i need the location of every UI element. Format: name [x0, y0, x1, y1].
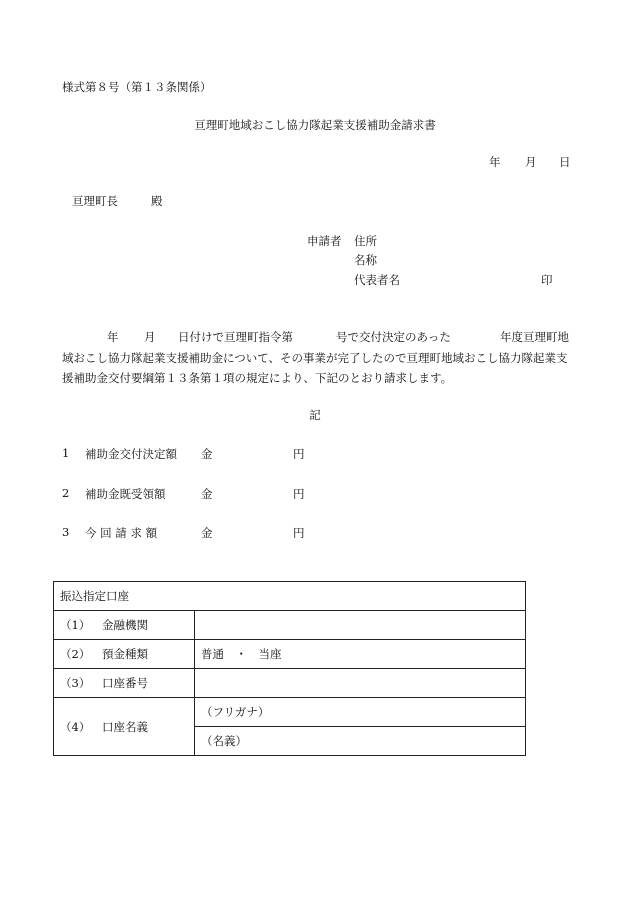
row-number: （3） — [60, 676, 91, 690]
row-label: 金融機関 — [102, 618, 148, 632]
date-day: 日 — [559, 155, 571, 169]
body-part1: 日付けで亘理町指令第 — [178, 330, 293, 344]
bank-table-header: 振込指定口座 — [54, 582, 526, 611]
item-label: 補助金交付決定額 — [85, 447, 177, 461]
item-yen: 円 — [293, 447, 305, 461]
bank-row-label — [54, 611, 195, 640]
body-part2: 号で交付決定のあった — [336, 330, 451, 344]
applicant-rep-label: 代表者名 — [354, 273, 400, 287]
row-number: （1） — [60, 618, 91, 632]
ki-heading: 記 — [309, 408, 321, 422]
date-month: 月 — [525, 155, 537, 169]
item-label: 今 回 請 求 額 — [85, 526, 158, 540]
bank-row-label — [54, 698, 195, 756]
item-kin: 金 — [201, 487, 213, 501]
table-row — [54, 611, 526, 640]
row-label: 口座番号 — [102, 676, 148, 690]
table-row — [54, 669, 526, 698]
bank-row-label — [54, 640, 195, 669]
item-kin: 金 — [201, 447, 213, 461]
row-number: （4） — [60, 719, 91, 734]
addressee-honorific: 殿 — [151, 194, 163, 208]
date-year: 年 — [489, 155, 501, 169]
item-row — [62, 525, 69, 539]
account-furigana-field[interactable]: （フリガナ） — [195, 698, 526, 727]
applicant-name-label: 名称 — [354, 253, 377, 267]
deposit-type-field[interactable]: 普通 ・ 当座 — [195, 640, 526, 669]
row-number: （2） — [60, 647, 91, 661]
row-label: 預金種類 — [102, 647, 148, 661]
form-number: 様式第８号（第１３条関係） — [62, 80, 212, 94]
bank-institution-field[interactable] — [195, 611, 526, 640]
item-row — [62, 486, 69, 500]
item-yen: 円 — [293, 526, 305, 540]
bank-row-label — [54, 669, 195, 698]
account-number-field[interactable] — [195, 669, 526, 698]
item-number: 3 — [62, 525, 70, 539]
seal-mark: 印 — [541, 273, 553, 287]
addressee-name: 亘理町長 — [72, 194, 118, 208]
account-name-field[interactable]: （名義） — [195, 727, 526, 756]
table-row — [54, 698, 526, 727]
body-year: 年 — [107, 330, 119, 344]
body-part3: 年度亘理町地 — [500, 330, 569, 344]
body-line3: 援補助金交付要綱第１３条第１項の規定により、下記のとおり請求します。 — [62, 371, 453, 385]
item-number: 1 — [62, 446, 70, 460]
item-kin: 金 — [201, 526, 213, 540]
page-title: 亘理町地域おこし協力隊起業支援補助金請求書 — [194, 118, 436, 132]
table-row — [54, 640, 526, 669]
item-yen: 円 — [293, 487, 305, 501]
item-label: 補助金既受領額 — [85, 487, 166, 501]
body-month: 月 — [144, 330, 156, 344]
request-paragraph — [62, 327, 582, 389]
bank-account-table — [53, 581, 526, 756]
applicant-label: 申請者 — [307, 234, 342, 248]
row-label: 口座名義 — [102, 719, 148, 734]
item-row — [62, 446, 69, 460]
body-line2: 域おこし協力隊起業支援補助金について、その事業が完了したので亘理町地域おこし協力隊起業支 — [62, 350, 568, 365]
applicant-address-label: 住所 — [354, 234, 377, 248]
item-number: 2 — [62, 486, 70, 500]
